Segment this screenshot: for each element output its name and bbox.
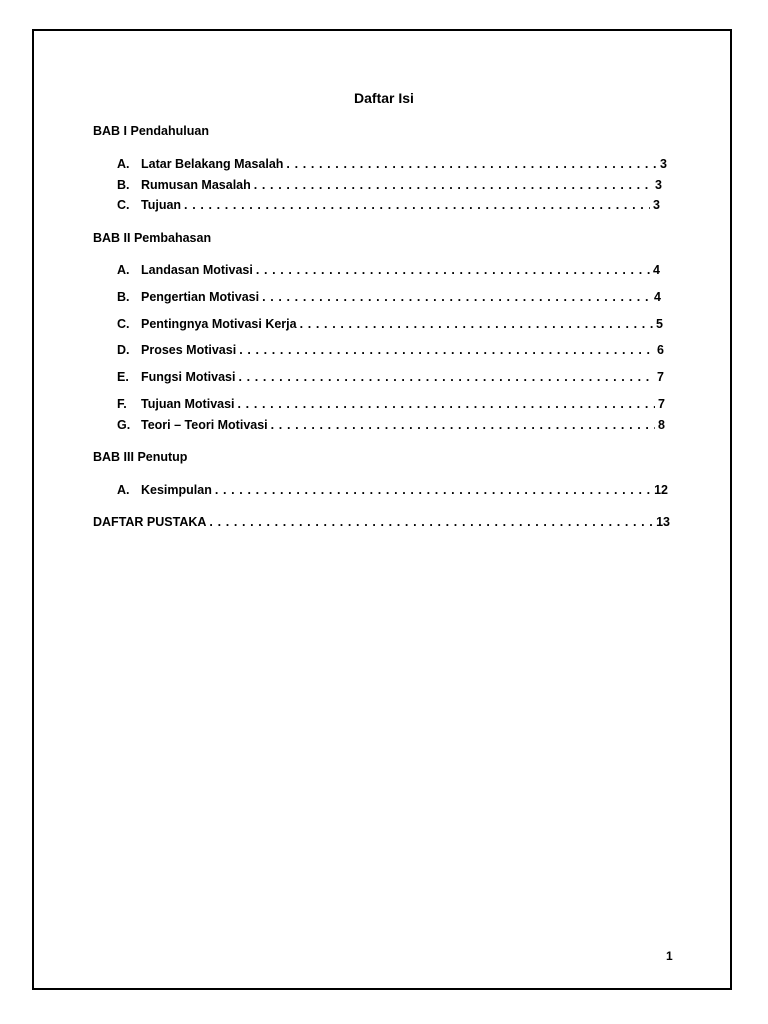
toc-entry-letter: D.: [117, 343, 130, 357]
toc-leader-dots: [300, 317, 653, 331]
toc-leader-dots: [238, 370, 654, 384]
toc-entry-letter: F.: [117, 397, 127, 411]
toc-entry[interactable]: [117, 483, 668, 497]
page-number: 1: [666, 949, 673, 963]
toc-entry-page: 12: [654, 483, 668, 497]
toc-entry[interactable]: [117, 157, 667, 171]
toc-leader-dots: [209, 515, 653, 529]
toc-entry-page: 3: [660, 157, 667, 171]
toc-entry[interactable]: [117, 370, 664, 384]
toc-entry-page: 3: [653, 198, 660, 212]
toc-entry-label: Kesimpulan: [141, 483, 212, 497]
toc-entry-label: Teori – Teori Motivasi: [141, 418, 268, 432]
toc-entry[interactable]: [117, 178, 662, 192]
toc-entry-letter: A.: [117, 483, 130, 497]
toc-entry-letter: C.: [117, 198, 130, 212]
toc-entry-page: 5: [656, 317, 663, 331]
page-border: [32, 29, 732, 990]
toc-entry-page: 4: [653, 263, 660, 277]
toc-entry-label: Landasan Motivasi: [141, 263, 253, 277]
toc-entry-page: 13: [656, 515, 670, 529]
toc-leader-dots: [271, 418, 655, 432]
toc-entry-page: 7: [657, 370, 664, 384]
toc-entry-letter: A.: [117, 157, 130, 171]
toc-entry[interactable]: [117, 198, 660, 212]
toc-entry-letter: E.: [117, 370, 129, 384]
toc-entry-label: DAFTAR PUSTAKA: [93, 515, 207, 529]
toc-entry-daftar-pustaka[interactable]: [93, 515, 670, 529]
toc-leader-dots: [256, 263, 650, 277]
toc-entry-page: 7: [658, 397, 665, 411]
toc-entry-label: Proses Motivasi: [141, 343, 237, 357]
toc-entry-letter: C.: [117, 317, 130, 331]
toc-entry-page: 8: [658, 418, 665, 432]
toc-leader-dots: [262, 290, 651, 304]
toc-leader-dots: [238, 397, 656, 411]
toc-leader-dots: [286, 157, 657, 171]
toc-entry[interactable]: [117, 343, 664, 357]
toc-leader-dots: [239, 343, 654, 357]
toc-entry[interactable]: [117, 263, 660, 277]
toc-entry[interactable]: [117, 418, 665, 432]
toc-entry[interactable]: [117, 397, 665, 411]
toc-entry[interactable]: [117, 317, 663, 331]
toc-leader-dots: [254, 178, 652, 192]
section-heading-bab2: BAB II Pembahasan: [93, 231, 212, 245]
toc-entry-letter: A.: [117, 263, 130, 277]
toc-entry[interactable]: [117, 290, 661, 304]
toc-entry-label: Tujuan Motivasi: [141, 397, 235, 411]
toc-entry-label: Pengertian Motivasi: [141, 290, 260, 304]
toc-entry-page: 4: [654, 290, 661, 304]
toc-entry-label: Latar Belakang Masalah: [141, 157, 284, 171]
toc-entry-label: Tujuan: [141, 198, 182, 212]
toc-leader-dots: [215, 483, 651, 497]
toc-entry-letter: B.: [117, 290, 130, 304]
toc-entry-label: Pentingnya Motivasi Kerja: [141, 317, 297, 331]
toc-entry-page: 6: [657, 343, 664, 357]
toc-entry-label: Fungsi Motivasi: [141, 370, 236, 384]
section-heading-bab3: BAB III Penutup: [93, 450, 188, 464]
toc-entry-label: Rumusan Masalah: [141, 178, 251, 192]
toc-entry-letter: B.: [117, 178, 130, 192]
toc-entry-letter: G.: [117, 418, 131, 432]
document-title: Daftar Isi: [354, 90, 414, 106]
section-heading-bab1: BAB I Pendahuluan: [93, 124, 209, 138]
toc-leader-dots: [184, 198, 650, 212]
toc-entry-page: 3: [655, 178, 662, 192]
